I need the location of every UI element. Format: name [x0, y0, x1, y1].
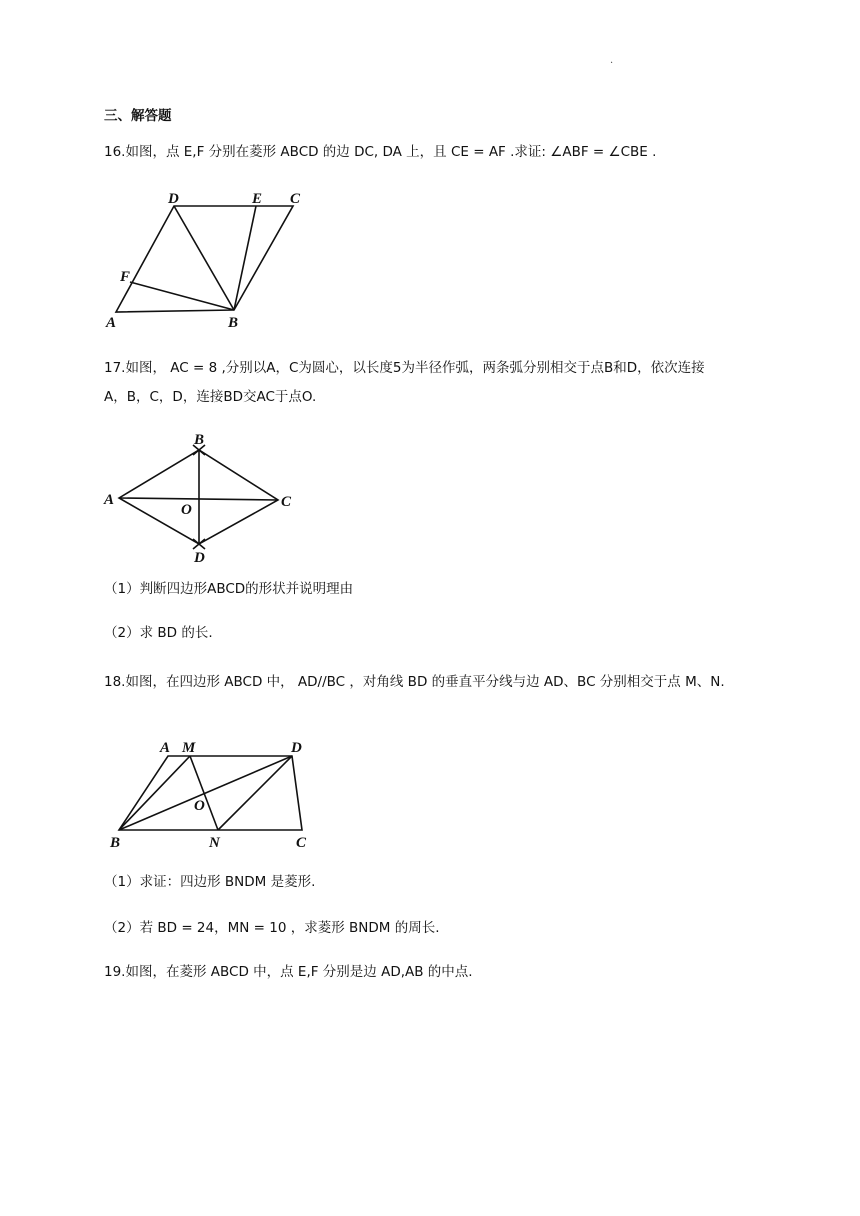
- q16-segment-bf: [130, 282, 234, 310]
- q16-label-e: E: [252, 191, 263, 207]
- q16-figure: [100, 186, 320, 336]
- q18-label-m: M: [182, 740, 196, 756]
- q16-label-d: D: [168, 191, 179, 207]
- q17-label-b: B: [194, 432, 205, 448]
- q16-segment-bd: [174, 206, 234, 310]
- q17-label-a: A: [104, 492, 115, 508]
- section-heading: 三、解答题: [104, 108, 172, 124]
- q16-label-c: C: [290, 191, 301, 207]
- q17-label-o: O: [181, 502, 192, 518]
- q18-label-b: B: [110, 835, 121, 851]
- q16-label-a: A: [106, 315, 117, 331]
- q16-segment-be: [234, 206, 256, 310]
- q18-segment-bm: [119, 756, 190, 830]
- q18-label-a: A: [160, 740, 171, 756]
- q18-segment-nd: [218, 756, 292, 830]
- q17-label-d: D: [194, 550, 205, 566]
- q18-label-n: N: [209, 835, 220, 851]
- q18-text: 18.如图，在四边形 ABCD 中， AD//BC ，对角线 BD 的垂直平分线与边 AD、BC 分别相交于点 M、N.: [104, 674, 725, 690]
- q18-figure: [100, 736, 330, 856]
- q16-text: 16.如图，点 E,F 分别在菱形 ABCD 的边 DC, DA 上，且 CE = AF .求证: ∠ABF = ∠CBE .: [104, 144, 657, 160]
- q18-segment-bd: [119, 756, 292, 830]
- q16-label-f: F: [120, 269, 131, 285]
- q16-label-b: B: [228, 315, 239, 331]
- q19-text: 19.如图，在菱形 ABCD 中，点 E,F 分别是边 AD,AB 的中点.: [104, 964, 473, 980]
- q18-label-o: O: [194, 798, 205, 814]
- q18-label-d: D: [291, 740, 302, 756]
- q17-sub2: （2）求 BD 的长.: [104, 625, 213, 641]
- q17-line2: A，B，C，D，连接BD交AC于点O.: [104, 389, 317, 405]
- q18-label-c: C: [296, 835, 307, 851]
- q18-sub2: （2）若 BD = 24，MN = 10 ，求菱形 BNDM 的周长.: [104, 920, 440, 936]
- q17-label-c: C: [281, 494, 292, 510]
- q17-line1: 17.如图， AC = 8 ,分别以A，C为圆心，以长度5为半径作弧，两条弧分别相交于点B和D，依次连接: [104, 360, 705, 376]
- q18-sub1: （1）求证：四边形 BNDM 是菱形.: [104, 874, 316, 890]
- q17-sub1: （1）判断四边形ABCD的形状并说明理由: [104, 581, 354, 597]
- q17-figure: [100, 428, 310, 568]
- q18-segment-mn: [190, 756, 218, 830]
- header-dot: ·: [610, 58, 614, 69]
